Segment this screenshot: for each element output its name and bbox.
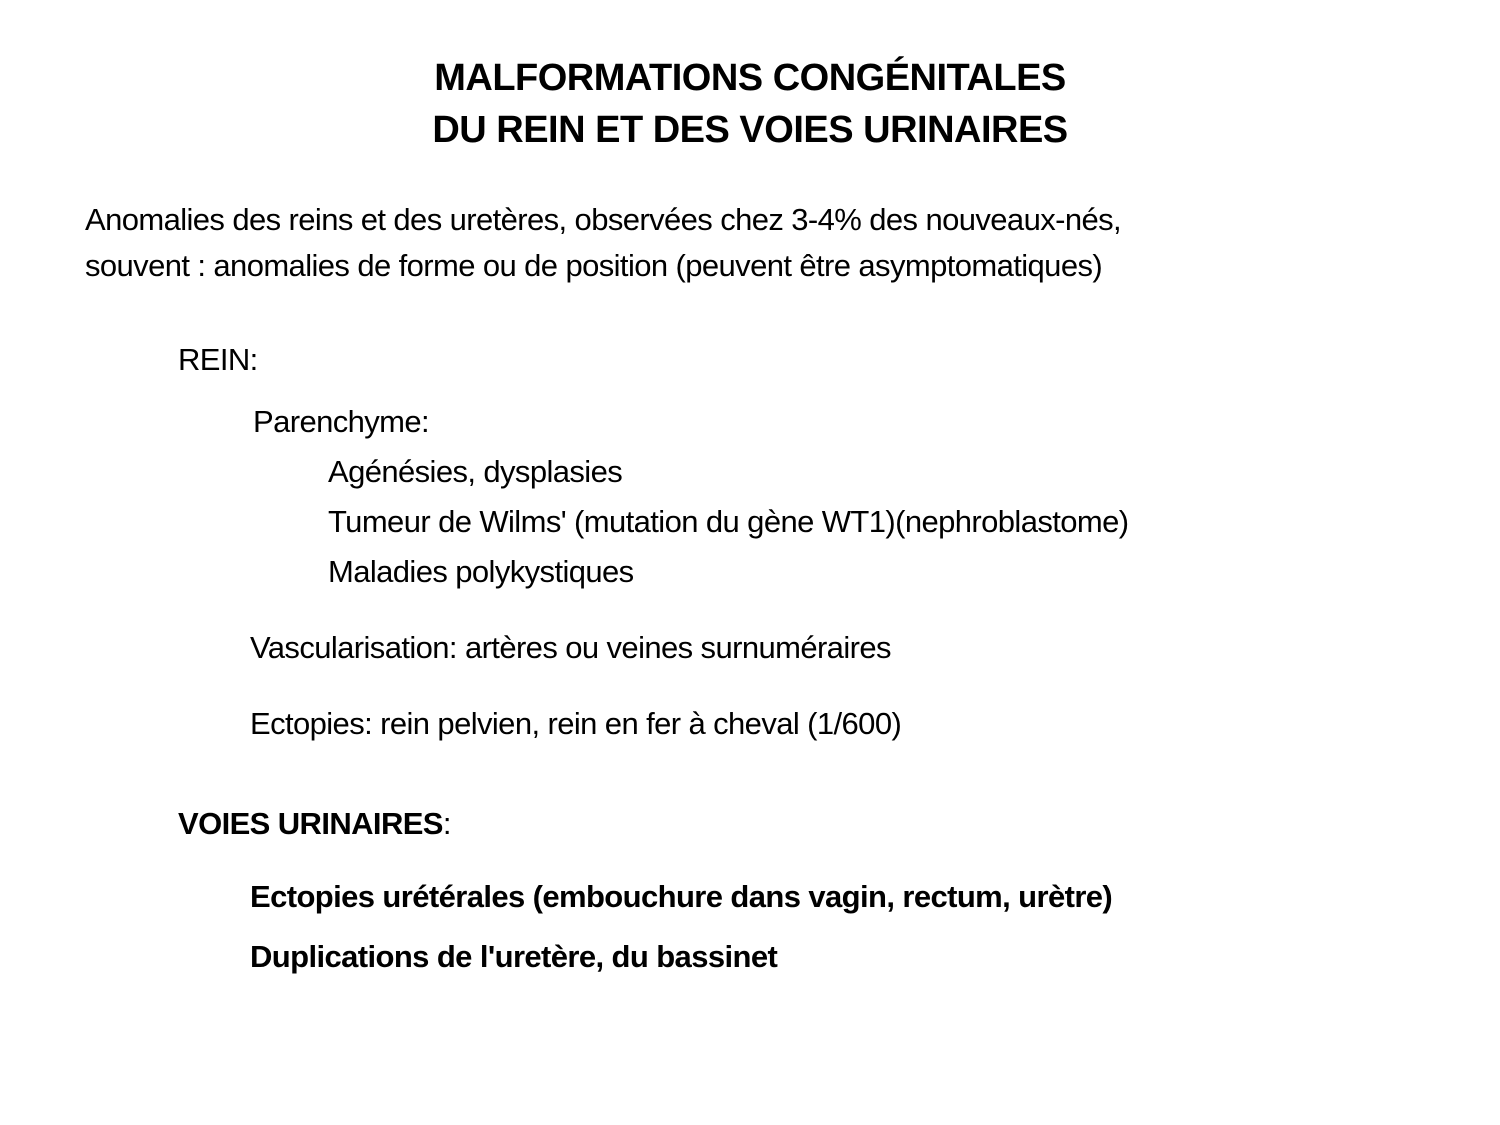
parenchyme-heading: Parenchyme: <box>253 404 430 439</box>
parenchyme-item: Maladies polykystiques <box>328 554 634 589</box>
voies-urinaires-label: VOIES URINAIRES <box>178 806 443 841</box>
voies-urinaires-item: Ectopies urétérales (embouchure dans vagin, rectum, urètre) <box>250 879 1113 914</box>
intro-line-1: Anomalies des reins et des uretères, observées chez 3-4% des nouveaux-nés, <box>85 202 1122 237</box>
intro-paragraph <box>85 197 1121 289</box>
title-line-1: MALFORMATIONS CONGÉNITALES <box>434 57 1066 99</box>
slide-title <box>0 52 1500 156</box>
ectopies-text: Ectopies: rein pelvien, rein en fer à cheval (1/600) <box>250 706 902 741</box>
parenchyme-item: Tumeur de Wilms' (mutation du gène WT1)(nephroblastome) <box>328 504 1129 539</box>
title-line-2: DU REIN ET DES VOIES URINAIRES <box>432 109 1068 151</box>
vascularisation-text: Vascularisation: artères ou veines surnuméraires <box>250 630 891 665</box>
rein-heading: REIN: <box>178 342 258 377</box>
parenchyme-item: Agénésies, dysplasies <box>328 454 623 489</box>
voies-urinaires-heading <box>178 804 451 844</box>
intro-line-2: souvent : anomalies de forme ou de position (peuvent être asymptomatiques) <box>85 248 1103 283</box>
voies-urinaires-item: Duplications de l'uretère, du bassinet <box>250 939 778 974</box>
voies-urinaires-colon: : <box>442 806 451 841</box>
